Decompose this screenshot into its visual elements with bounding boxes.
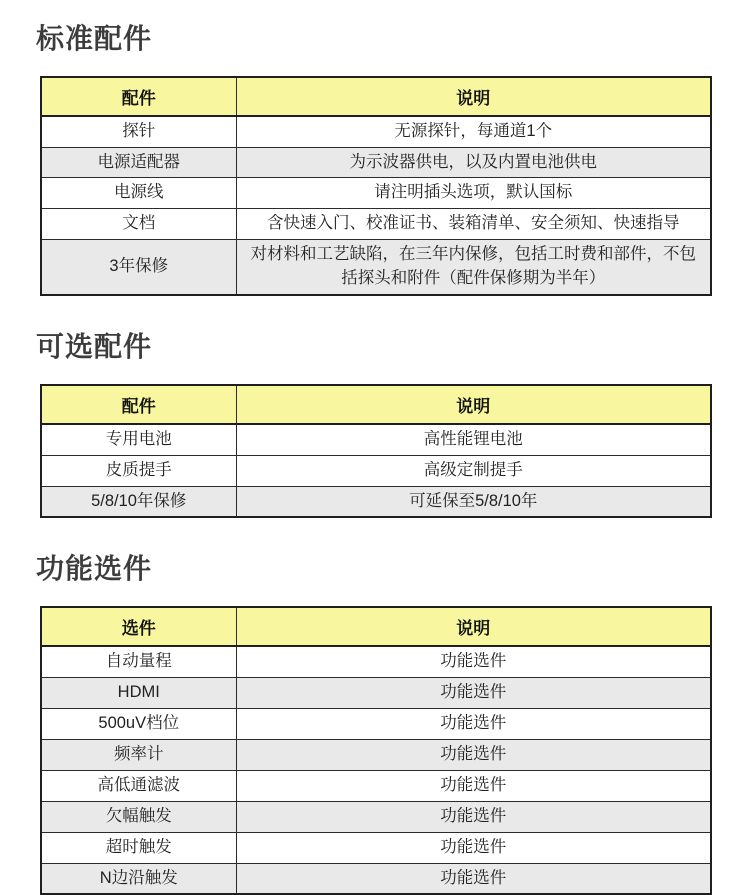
sections-container [0,22,750,895]
item-description-cell: 功能选件 [236,678,711,709]
item-description-cell: 功能选件 [236,770,711,801]
table-row [41,646,711,677]
item-name-cell: 探针 [41,116,236,147]
accessories-table [40,606,712,895]
accessory-section [0,552,750,895]
accessory-section [0,22,750,296]
item-name-cell: 500uV档位 [41,708,236,739]
item-name-cell: 电源线 [41,178,236,209]
table-row [41,708,711,739]
item-name-cell: 频率计 [41,739,236,770]
item-name-cell: 专用电池 [41,424,236,455]
table-row [41,209,711,240]
item-description-cell: 功能选件 [236,646,711,677]
column-header-item: 选件 [41,607,236,646]
item-name-cell: 3年保修 [41,240,236,295]
table-row [41,486,711,517]
item-name-cell: 自动量程 [41,646,236,677]
table-row [41,678,711,709]
item-name-cell: 欠幅触发 [41,801,236,832]
column-header-item: 配件 [41,77,236,116]
header-row [41,385,711,424]
item-name-cell: 皮质提手 [41,455,236,486]
column-header-description: 说明 [236,385,711,424]
header-row [41,607,711,646]
item-description-cell: 高级定制提手 [236,455,711,486]
column-header-description: 说明 [236,77,711,116]
item-description-cell: 可延保至5/8/10年 [236,486,711,517]
item-name-cell: 5/8/10年保修 [41,486,236,517]
item-name-cell: 电源适配器 [41,147,236,178]
item-description-cell: 高性能锂电池 [236,424,711,455]
item-description-cell: 功能选件 [236,739,711,770]
item-description-cell: 请注明插头选项，默认国标 [236,178,711,209]
table-row [41,116,711,147]
item-name-cell: N边沿触发 [41,863,236,894]
table-row [41,801,711,832]
header-row [41,77,711,116]
item-description-cell: 功能选件 [236,708,711,739]
item-name-cell: HDMI [41,678,236,709]
table-row [41,770,711,801]
table-row [41,424,711,455]
column-header-item: 配件 [41,385,236,424]
section-title: 可选配件 [36,331,153,363]
item-description-cell: 无源探针，每通道1个 [236,116,711,147]
table-row [41,863,711,894]
section-title: 标准配件 [36,23,153,54]
item-description-cell: 对材料和工艺缺陷，在三年内保修，包括工时费和部件，不包括探头和附件（配件保修期为半年） [236,240,711,295]
item-description-cell: 功能选件 [236,832,711,863]
accessory-section [0,330,750,518]
accessories-table [40,76,712,297]
table-row [41,832,711,863]
item-description-cell: 含快速入门、校准证书、装箱清单、安全须知、快速指导 [236,209,711,240]
item-name-cell: 高低通滤波 [41,770,236,801]
section-title: 功能选件 [36,553,153,585]
item-description-cell: 功能选件 [236,801,711,832]
table-row [41,147,711,178]
table-row [41,739,711,770]
table-row [41,178,711,209]
column-header-description: 说明 [236,607,711,646]
table-row [41,455,711,486]
item-name-cell: 文档 [41,209,236,240]
accessories-table [40,384,712,519]
item-description-cell: 为示波器供电，以及内置电池供电 [236,147,711,178]
table-row [41,240,711,295]
item-name-cell: 超时触发 [41,832,236,863]
item-description-cell: 功能选件 [236,863,711,894]
